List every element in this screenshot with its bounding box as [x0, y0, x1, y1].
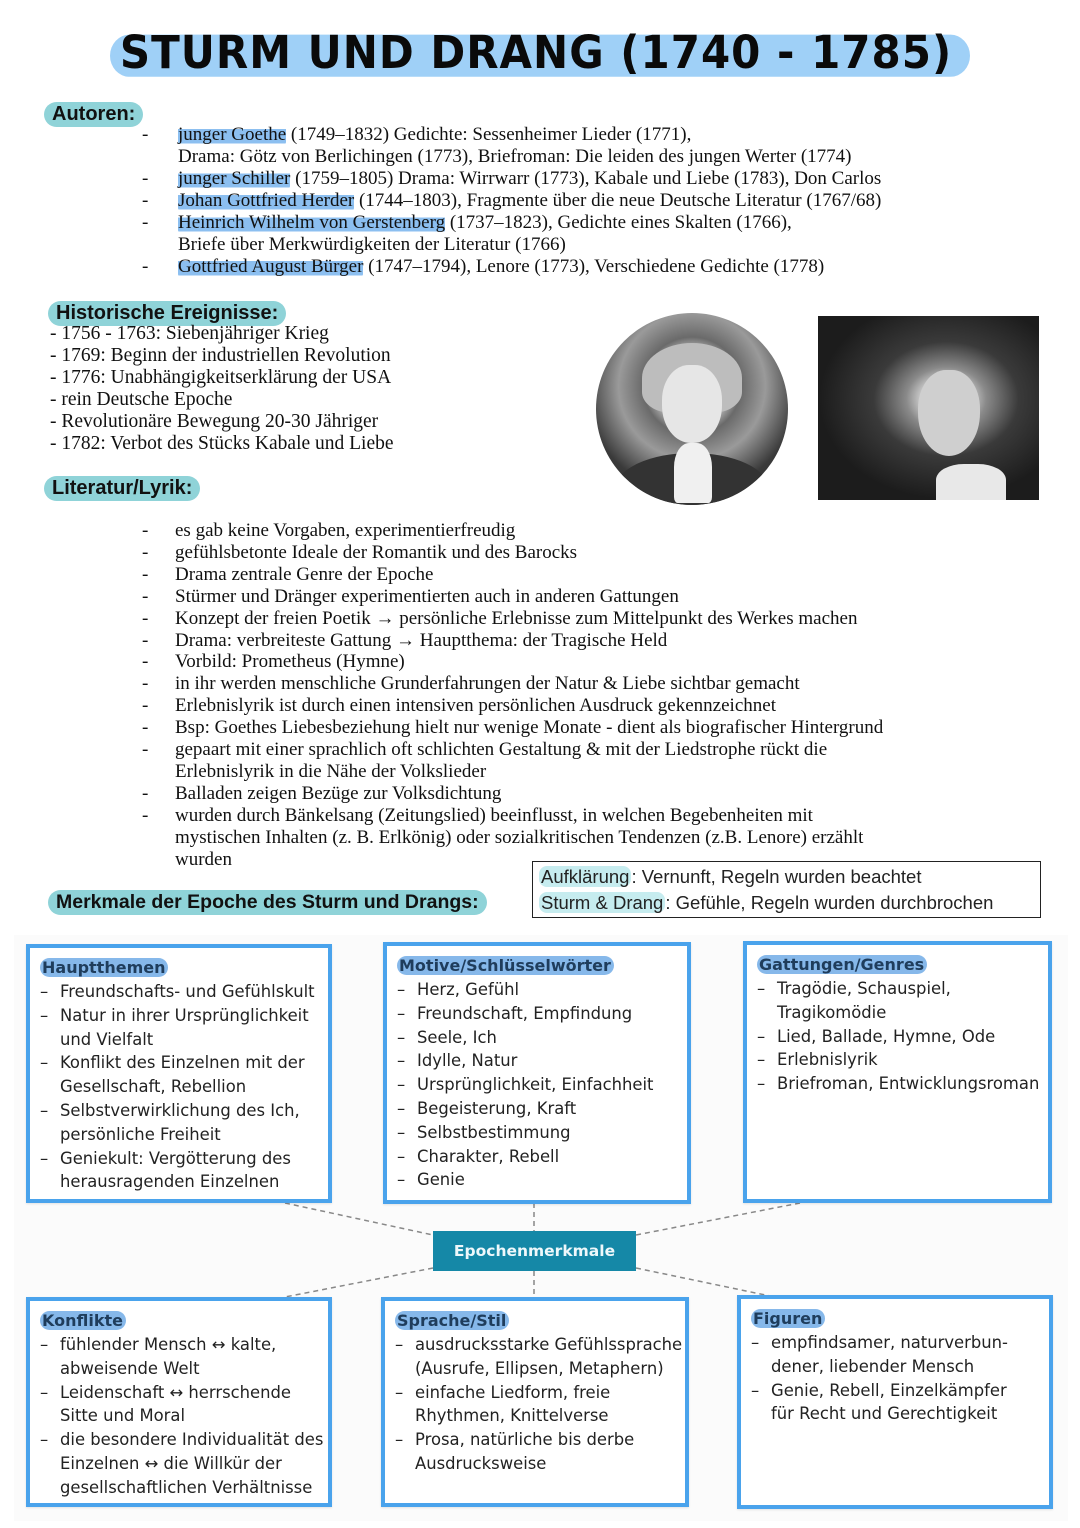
card-item-line: fühlender Mensch ↔ kalte, [60, 1335, 277, 1354]
literature-item-text: Drama: verbreiteste Gattung → Hauptthema: der Tragische Held [175, 629, 668, 651]
literature-item [142, 564, 883, 586]
card-dash: – [40, 1430, 49, 1450]
author-text [178, 124, 691, 146]
card-item-body [417, 1145, 559, 1169]
card-item [397, 1121, 681, 1145]
literature-item-body [175, 739, 827, 783]
author-details-continued: Briefe über Merkwürdigkeiten der Literatur (1766) [178, 234, 566, 255]
card-item [757, 1048, 1042, 1072]
card-dash: – [397, 1098, 406, 1118]
card-item [40, 1428, 322, 1499]
card-item-body [60, 1333, 276, 1381]
card-dash: – [751, 1333, 760, 1352]
card-item-body [417, 1026, 497, 1050]
author-text [178, 190, 881, 212]
card-item-line: Erlebnislyrik [777, 1050, 878, 1070]
card-item-line: Charakter, Rebell [417, 1146, 560, 1166]
card-item-line: empfindsamer, naturverbun- [771, 1333, 1008, 1352]
bullet-dash: - [142, 563, 149, 585]
literature-item-text-continued: wurden [175, 848, 232, 870]
literature-item-body [175, 586, 679, 608]
comparison-row [539, 890, 1040, 916]
card-dash: – [757, 1050, 766, 1070]
card-dash: – [40, 1100, 49, 1120]
card-item-line: einfache Liedform, freie [415, 1382, 611, 1402]
card-item-body [415, 1333, 682, 1381]
card-item-line: Genie [417, 1170, 465, 1190]
bullet-dash: - [142, 673, 149, 695]
card-item-line: die besondere Individualität des [60, 1430, 324, 1450]
literature-item [142, 717, 883, 739]
card-item-body [60, 1051, 305, 1099]
card-dash: – [757, 1026, 766, 1046]
author-item [142, 190, 881, 212]
card-item-line: Gesellschaft, Rebellion [60, 1077, 247, 1097]
card-item-line: Leidenschaft ↔ herrschende [60, 1382, 291, 1402]
card-dash: – [397, 1027, 406, 1047]
events-heading: Historische Ereignisse: [48, 301, 286, 326]
card-motive [383, 942, 691, 1204]
literature-item [142, 542, 883, 564]
card-item [757, 1072, 1042, 1096]
card-item [751, 1331, 1043, 1379]
card-item-line: Selbstverwirklichung des Ich, [60, 1100, 300, 1120]
literature-item-body [175, 520, 515, 542]
card-item [397, 1002, 681, 1026]
literature-item-text: gepaart mit einer sprachlich oft schlichten Gestaltung & mit der Liedstrophe rückt die [175, 739, 828, 761]
authors-list [142, 124, 881, 278]
card-dash: – [40, 1382, 49, 1402]
event-item: - 1756 - 1763: Siebenjähriger Krieg [50, 323, 329, 344]
card-item-body [777, 977, 951, 1025]
bullet-dash: - [142, 607, 149, 629]
literature-item-text: Balladen zeigen Bezüge zur Volksdichtung [175, 782, 502, 804]
author-name: Johan Gottfried Herder [178, 190, 355, 211]
bullet-dash: - [142, 520, 149, 541]
card-dash: – [397, 1122, 406, 1142]
card-dash: – [40, 1053, 49, 1073]
card-item [395, 1381, 679, 1429]
card-item-line: herausragenden Einzelnen [60, 1172, 280, 1192]
card-item-line: abweisende Welt [60, 1358, 200, 1378]
card-item-line: Sitte und Moral [60, 1406, 186, 1426]
card-item [40, 1381, 322, 1429]
card-item-line: Idylle, Natur [417, 1051, 518, 1071]
card-item-body [60, 1099, 300, 1147]
card-item-line: Herz, Gefühl [417, 980, 520, 999]
card-item-body [417, 978, 519, 1002]
event-item: - 1782: Verbot des Stücks Kabale und Liebe [50, 433, 394, 454]
literature-item-body [175, 673, 800, 695]
card-item-body [417, 1073, 653, 1097]
literature-item [142, 586, 883, 608]
author-item [142, 212, 881, 234]
card-item-body [777, 1072, 1039, 1096]
author-name: junger Schiller [178, 168, 291, 189]
bullet-dash: - [142, 739, 149, 761]
literature-list [142, 520, 883, 871]
card-item [397, 1145, 681, 1169]
author-details: (1737–1823), Gedichte eines Skalten (1766), [445, 212, 792, 233]
card-item-line: Natur in ihrer Ursprünglichkeit [60, 1005, 309, 1025]
comparison-row [539, 864, 1040, 890]
bullet-dash: - [142, 256, 149, 277]
card-item-line: und Vielfalt [60, 1029, 154, 1049]
card-item-line: (Ausrufe, Ellipsen, Metaphern) [415, 1358, 664, 1378]
card-item [757, 977, 1042, 1025]
event-item: - Revolutionäre Bewegung 20-30 Jähriger [50, 411, 379, 432]
card-item-line: Seele, Ich [417, 1027, 497, 1047]
literature-item-body [175, 651, 405, 673]
card-dash: – [40, 1148, 49, 1168]
card-item-line: Geniekult: Vergötterung des [60, 1148, 291, 1168]
literature-item-text: es gab keine Vorgaben, experimentierfreudig [175, 520, 516, 541]
card-title: Gattungen/Genres [757, 955, 927, 974]
bullet-dash: - [142, 717, 149, 739]
card-item-line: Genie, Rebell, Einzelkämpfer [771, 1380, 1007, 1400]
card-item [40, 1147, 322, 1195]
card-title: Konflikte [40, 1311, 126, 1330]
literature-item [142, 739, 883, 783]
card-item [751, 1379, 1043, 1427]
card-item [40, 1051, 322, 1099]
card-dash: – [397, 1146, 406, 1166]
bullet-dash: - [142, 695, 149, 717]
card-dash: – [40, 982, 49, 1001]
card-gattungen [743, 941, 1052, 1203]
event-item: - rein Deutsche Epoche [50, 389, 233, 410]
card-item [40, 1004, 322, 1052]
authors-heading: Autoren: [44, 102, 143, 127]
bullet-dash: - [142, 651, 149, 673]
card-item-line: persönliche Freiheit [60, 1124, 221, 1144]
title-wrap [0, 26, 1080, 79]
literature-item-body [175, 630, 667, 652]
card-item-line: Konflikt des Einzelnen mit der [60, 1053, 305, 1073]
literature-item [142, 695, 883, 717]
author-details: (1749–1832) Gedichte: Sessenheimer Lieder (1771), [286, 124, 692, 145]
card-item [40, 1333, 322, 1381]
card-item-body [417, 1002, 632, 1026]
card-title: Sprache/Stil [395, 1311, 509, 1330]
card-dash: – [395, 1382, 404, 1402]
literature-item-text: Bsp: Goethes Liebesbeziehung hielt nur wenige Monate - dient als biografischer Hintergrund [175, 717, 884, 739]
card-title: Figuren [751, 1309, 825, 1328]
literature-item-text: Konzept der freien Poetik → persönliche Erlebnisse zum Mittelpunkt des Werkes machen [175, 607, 858, 629]
card-item-body [777, 1048, 878, 1072]
bullet-dash: - [142, 541, 149, 563]
author-item [142, 256, 881, 278]
literature-item [142, 608, 883, 630]
card-item-line: Einzelnen ↔ die Willkür der [60, 1453, 282, 1473]
card-item-body [417, 1097, 576, 1121]
card-figuren [737, 1295, 1053, 1509]
card-item-body [771, 1331, 1008, 1379]
features-heading: Merkmale der Epoche des Sturm und Drangs: [48, 890, 487, 915]
card-konflikte [26, 1297, 332, 1507]
literature-item-text: Erlebnislyrik ist durch einen intensiven persönlichen Ausdruck gekennzeichnet [175, 695, 776, 717]
card-dash: – [397, 980, 406, 999]
comparison-box [532, 861, 1041, 918]
card-dash: – [397, 1003, 406, 1023]
author-details: (1759–1805) Drama: Wirrwarr (1773), Kabale und Liebe (1783), Don Carlos [290, 168, 882, 189]
card-dash: – [397, 1051, 406, 1071]
literature-item-text-continued: mystischen Inhalten (z. B. Erlkönig) oder sozialkritischen Tendenzen (z.B. Lenore) erzählt [175, 826, 864, 848]
bullet-dash: - [142, 124, 149, 145]
card-item [40, 1099, 322, 1147]
card-item-body [417, 1049, 517, 1073]
card-item-line: Freundschafts- und Gefühlskult [60, 982, 315, 1001]
event-item: - 1776: Unabhängigkeitserklärung der USA [50, 367, 392, 388]
card-item-line: Begeisterung, Kraft [417, 1098, 577, 1118]
card-item [397, 1049, 681, 1073]
schiller-portrait-image [818, 316, 1039, 500]
center-node-epochenmerkmale: Epochenmerkmale [433, 1231, 636, 1271]
card-item [397, 1026, 681, 1050]
author-item [142, 168, 881, 190]
author-details-continued: Drama: Götz von Berlichingen (1773), Briefroman: Die leiden des jungen Werter (1774) [178, 146, 852, 167]
card-dash: – [395, 1430, 404, 1450]
card-sprache-stil [381, 1297, 689, 1507]
card-dash: – [40, 1335, 49, 1354]
literature-item [142, 783, 883, 805]
goethe-portrait-image [596, 313, 788, 505]
comparison-key: Sturm & Drang [541, 892, 664, 913]
bullet-dash: - [142, 168, 149, 189]
comparison-key: Aufklärung [541, 866, 630, 887]
card-item-body [771, 1379, 1007, 1427]
card-item [397, 1168, 681, 1192]
author-name: Heinrich Wilhelm von Gerstenberg [178, 212, 446, 233]
page-title: STURM UND DRANG (1740 - 1785) [110, 24, 970, 81]
literature-item-body [175, 608, 857, 630]
card-item-body [60, 1004, 309, 1052]
literature-item-text: Vorbild: Prometheus (Hymne) [175, 651, 405, 673]
card-item [395, 1428, 679, 1476]
card-item-line: Ausdrucksweise [415, 1453, 547, 1473]
card-item-line: Ursprünglichkeit, Einfachheit [417, 1075, 654, 1095]
card-title: Motive/Schlüsselwörter [397, 956, 614, 975]
bullet-dash: - [142, 804, 149, 826]
card-item [397, 1097, 681, 1121]
card-item-body [415, 1428, 634, 1476]
card-item-body [417, 1168, 465, 1192]
author-details: (1747–1794), Lenore (1773), Verschiedene Gedichte (1778) [363, 256, 825, 277]
card-item-line: Tragödie, Schauspiel, [777, 979, 951, 998]
literature-item-text: Drama zentrale Genre der Epoche [175, 563, 434, 585]
bullet-dash: - [142, 190, 149, 211]
card-item-body [60, 1147, 291, 1195]
author-details: (1744–1803), Fragmente über die neue Deutsche Literatur (1767/68) [354, 190, 882, 211]
literature-item [142, 651, 883, 673]
literature-item-text-continued: Erlebnislyrik in die Nähe der Volkslieder [175, 760, 487, 782]
literature-item [142, 630, 883, 652]
card-title: Hauptthemen [40, 958, 168, 977]
comparison-value: : Vernunft, Regeln wurden beachtet [631, 866, 922, 887]
card-item-line: Rhythmen, Knittelverse [415, 1406, 609, 1426]
card-item [397, 978, 681, 1002]
card-item [40, 980, 322, 1004]
card-item-line: Freundschaft, Empfindung [417, 1003, 633, 1023]
card-item-line: Briefroman, Entwicklungsroman [777, 1074, 1040, 1094]
card-item-line: dener, liebender Mensch [771, 1356, 975, 1376]
card-item [757, 1025, 1042, 1049]
card-item-line: Prosa, natürliche bis derbe [415, 1430, 635, 1450]
literature-item-text: Stürmer und Dränger experimentierten auch in anderen Gattungen [175, 585, 679, 607]
card-item-body [415, 1381, 610, 1429]
card-item-body [60, 980, 315, 1004]
bullet-dash: - [142, 585, 149, 607]
card-item-line: Selbstbestimmung [417, 1122, 571, 1142]
card-dash: – [757, 1074, 766, 1094]
card-dash: – [397, 1075, 406, 1095]
author-item [142, 124, 881, 146]
literature-item-body [175, 695, 776, 717]
literature-item-body [175, 783, 501, 805]
card-item [397, 1073, 681, 1097]
literature-item-text: in ihr werden menschliche Grunderfahrungen der Natur & Liebe sichtbar gemacht [175, 673, 800, 695]
literature-item-body [175, 717, 883, 739]
card-dash: – [40, 1005, 49, 1025]
literature-item [142, 673, 883, 695]
card-item-body [60, 1381, 291, 1429]
card-item-line: für Recht und Gerechtigkeit [771, 1404, 998, 1424]
literature-heading: Literatur/Lyrik: [44, 476, 200, 501]
card-item-line: ausdrucksstarke Gefühlssprache [415, 1335, 683, 1354]
card-item-body [777, 1025, 995, 1049]
card-dash: – [751, 1380, 760, 1400]
literature-item-body [175, 564, 433, 586]
events-list [50, 323, 394, 455]
card-item-line: Tragikomödie [777, 1002, 887, 1022]
card-item-line: gesellschaftlichen Verhältnisse [60, 1477, 313, 1497]
card-dash: – [757, 979, 766, 998]
bullet-dash: - [142, 212, 149, 233]
author-name: junger Goethe [178, 124, 287, 145]
card-hauptthemen [26, 944, 332, 1203]
card-dash: – [397, 1170, 406, 1190]
bullet-dash: - [142, 782, 149, 804]
card-item-body [417, 1121, 571, 1145]
literature-item [142, 520, 883, 542]
card-item-line: Lied, Ballade, Hymne, Ode [777, 1026, 996, 1046]
author-name: Gottfried August Bürger [178, 256, 364, 277]
author-text [178, 212, 792, 234]
comparison-value: : Gefühle, Regeln wurden durchbrochen [665, 892, 994, 913]
literature-item-text: gefühlsbetonte Ideale der Romantik und des Barocks [175, 541, 578, 563]
bullet-dash: - [142, 629, 149, 651]
event-item: - 1769: Beginn der industriellen Revolution [50, 345, 391, 366]
literature-item-text: wurden durch Bänkelsang (Zeitungslied) beeinflusst, in welchen Begebenheiten mit [175, 804, 813, 826]
author-text [178, 168, 881, 190]
author-text [178, 256, 824, 278]
card-item-body [60, 1428, 323, 1499]
card-dash: – [395, 1335, 404, 1354]
card-item [395, 1333, 683, 1381]
literature-item-body [175, 542, 577, 564]
